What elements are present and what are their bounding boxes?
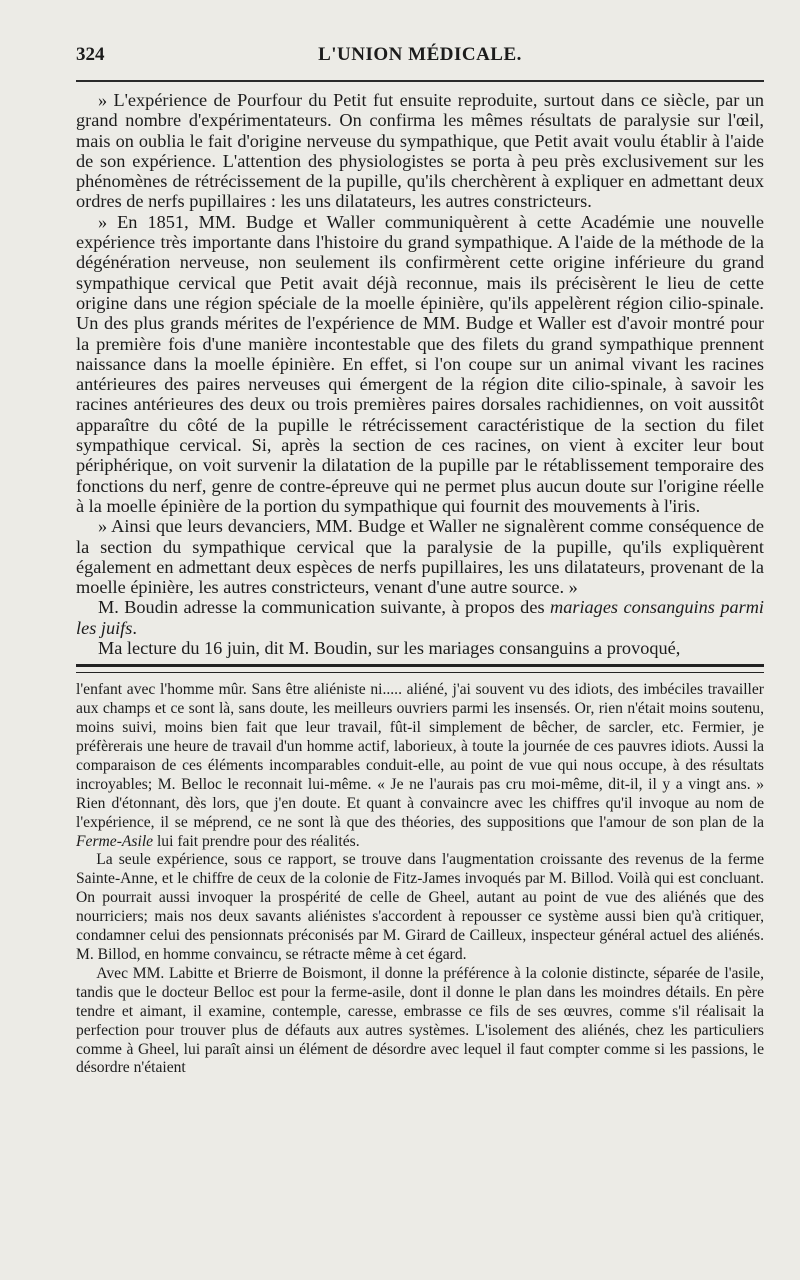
paragraph: » En 1851, MM. Budge et Waller communiquèrent à cette Académie une nouvelle expérience très importante dans l'histoire du grand sympathique. A l'aide de la méthode de la dégénération nerveuse, non seulement ils confirmèrent cette origine inférieure du grand sympathique cervical que Petit avait déjà reconnue, mais ils précisèrent le lieu de cette origine dans une région spéciale de la moelle épinière, qu'ils appelèrent région cilio-spinale. Un des plus grands mérites de l'expérience de MM. Budge et Waller est d'avoir montré pour la première fois d'une manière incontestable que des filets du grand sympathique prennent naissance dans la moelle épinière. En effet, si l'on coupe sur un animal vivant les racines antérieures des paires nerveuses qui émergent de la région dite cilio-spinale, à savoir les racines antérieures des deux ou trois premières paires dorsales rachidiennes, on voit aussitôt apparaître du côté de la pupille le rétrécissement caractéristique de la section du filet sympathique cervical. Si, après la section de ces racines, on vient à exciter leur bout périphérique, on voit survenir la dilatation de la pupille par le rétablissement temporaire des fonctions du nerf, genre de contre-épreuve qui ne permet plus aucun doute sur l'origine réelle à la moelle épinière de la portion du sympathique qui fournit des mouvements à l'iris. (76, 211, 764, 516)
footnote-paragraph (76, 681, 764, 851)
text-run: . (132, 617, 137, 638)
text-run: lui fait prendre pour des réalités. (153, 832, 360, 850)
footnote-paragraph: La seule expérience, sous ce rapport, se trouve dans l'augmentation croissante des revenus de la ferme Sainte-Anne, et le chiffre de ceux de la colonie de Fitz-James invoqués par M. Billod. Voilà qui est concluant. On pourrait aussi invoquer la prospérité de celle de Gheel, autant au point de vue des aliénés que des nourriciers; mais nos deux savants aliénistes s'accordent à repousser ce système aussi bien qu'à critiquer, condamner celui des pensionnats préconisés par M. Girard de Cailleux, inspecteur général actuel des aliénés. M. Billod, en homme convaincu, se rétracte même à cet égard. (76, 851, 764, 963)
footnote-paragraph: Avec MM. Labitte et Brierre de Boismont, il donne la préférence à la colonie distincte, séparée de l'asile, tandis que le docteur Belloc est pour la ferme-asile, dont il donne le plan dans les moindres détails. En père tendre et aimant, il examine, contemple, caresse, embrasse ce fils de ses œuvres, comme s'il réalisait la perfection pour trouver plus de défauts aux autres systèmes. L'isolement des aliénés, chez les particuliers comme à Gheel, lui paraît ainsi un élément de désordre avec lequel il faut compter comme si les passions, le désordre n'étaient (76, 964, 764, 1077)
paragraph: » L'expérience de Pourfour du Petit fut ensuite reproduite, surtout dans ce siècle, par un grand nombre d'expérimentateurs. On confirma les mêmes résultats de paralysie sur l'œil, mais on oublia le fait d'origine nerveuse du sympathique, que Petit avait voulu établir à l'aide de son expérience. L'attention des physiologistes se porta à peu près exclusivement sur les phénomènes de rétrécissement de la pupille, qu'ils cherchèrent à expliquer en admettant deux ordres de nerfs pupillaires : les uns dilatateurs, les autres constricteurs. (76, 90, 764, 212)
paragraph: Ma lecture du 16 juin, dit M. Boudin, sur les mariages consanguins a provoqué, (97, 638, 681, 659)
running-title: L'UNION MÉDICALE. (318, 44, 522, 65)
italic-title: mariages consanguins parmi les juifs (76, 597, 764, 638)
page-header (76, 44, 764, 74)
footnote-separator (76, 664, 764, 673)
text-run: l'enfant avec l'homme mûr. Sans être aliéniste ni..... aliéné, j'ai souvent vu des idiots, des imbéciles travailler aux champs et ce sont là, sans doute, les meilleurs ouvriers parmi les insensés. Or, rien n'était moins soutenu, moins suivi, moins bien fait que leur travail, fût-il simplement de bêcher, de sarcler, etc. Fermier, je préfèrerais une heure de travail d'un homme actif, laborieux, à toute la journée de ces pauvres idiots. Aussi la comparaison de ces éléments incomparables conduit-elle, au point de vue qui nous occupe, à des résultats incroyables; M. Belloc le reconnait lui-même. « Je ne l'aurais pas cru moi-même, dit-il, il y a vingt ans. » Rien d'étonnant, dès lors, que j'en doute. Et quant à convaincre avec les chiffres qu'il invoque au nom de l'expérience, il se méprend, ce ne sont là que des théories, des suppositions que l'amour de son plan de la (76, 681, 764, 831)
paragraph (76, 597, 764, 638)
main-text (76, 90, 764, 658)
text-run: M. Boudin adresse la communication suivante, à propos des (97, 597, 550, 618)
italic-term: Ferme-Asile (76, 832, 154, 850)
footnotes (76, 681, 764, 1078)
page-number: 324 (76, 44, 105, 65)
header-rule (76, 80, 764, 82)
paragraph: » Ainsi que leurs devanciers, MM. Budge et Waller ne signalèrent comme conséquence de la section du sympathique cervical que la paralysie de la pupille, qu'ils expliquèrent également en admettant deux espèces de nerfs pupillaires, les uns dilatateurs, provenant de la moelle épinière, les autres constricteurs, venant d'une autre source. » (76, 516, 764, 598)
